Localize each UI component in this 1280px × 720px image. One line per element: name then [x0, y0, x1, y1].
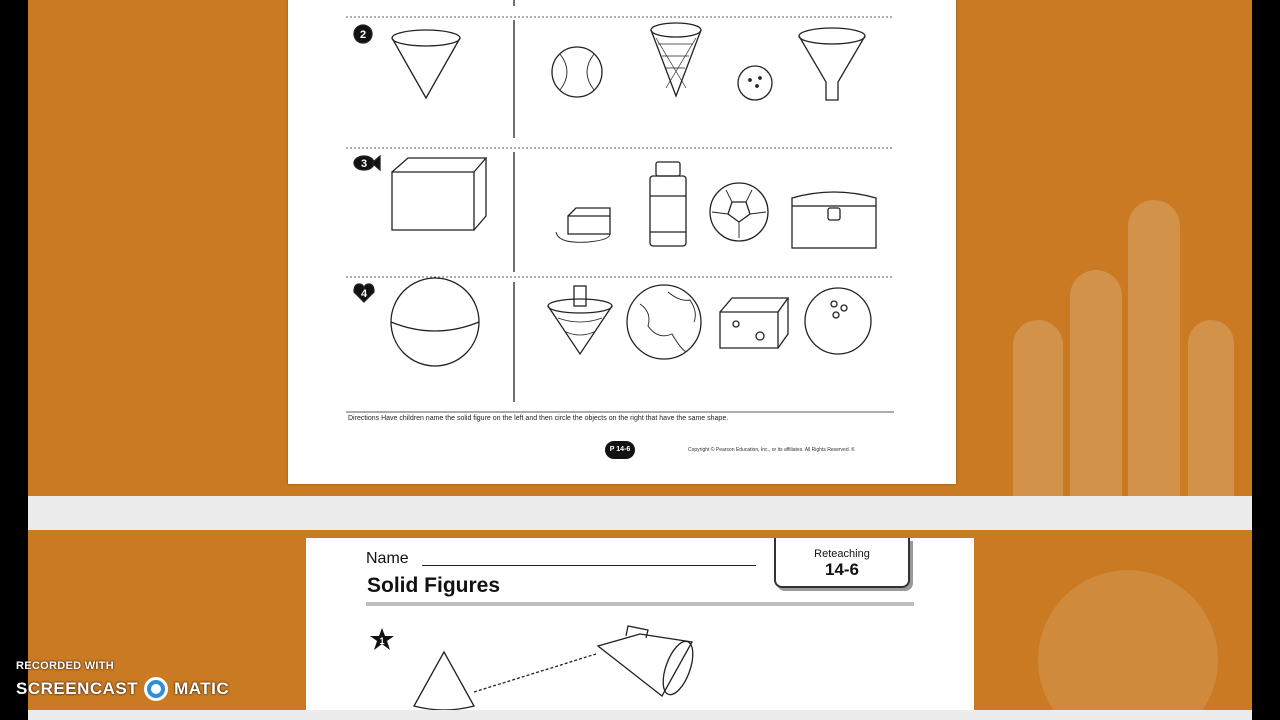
problem-number-4: 4 — [360, 288, 368, 300]
golf-ball-icon — [738, 66, 772, 100]
globe-icon — [627, 285, 701, 359]
page-title: Solid Figures — [367, 574, 501, 597]
problem-number-2: 2 — [359, 29, 367, 41]
letterbox-right — [1252, 0, 1280, 720]
worksheet-drawing — [288, 0, 956, 484]
spinning-top-icon — [548, 286, 612, 354]
butter-box-icon — [556, 208, 610, 242]
name-label: Name — [366, 550, 409, 567]
screencast-watermark — [16, 660, 229, 701]
cone-figure — [392, 30, 460, 98]
brand-right-text: MATIC — [174, 679, 230, 698]
problem-number-3: 3 — [360, 158, 368, 170]
slide-decoration — [1188, 320, 1234, 496]
recorded-with-label: RECORDED WITH — [16, 660, 115, 672]
worksheet-page-2 — [306, 538, 974, 710]
slide-1 — [28, 0, 1252, 496]
directions-text: Directions Have children name the solid figure on the left and then circle the objects on the right that have the same shape. — [348, 415, 729, 422]
screencast-logo-icon — [144, 677, 168, 701]
reteaching-label: Reteaching — [814, 548, 870, 560]
slide-decoration — [1128, 200, 1180, 496]
slide-decoration — [1013, 320, 1063, 496]
cone-figure — [414, 652, 474, 710]
sphere-figure — [391, 278, 479, 366]
bottle-icon — [650, 162, 686, 246]
ice-cream-cone-icon — [651, 23, 701, 96]
funnel-icon — [799, 28, 865, 100]
matching-line — [474, 654, 596, 692]
slide-decoration — [1070, 270, 1122, 496]
problem-number-1: 1 — [379, 636, 385, 646]
letterbox-left — [0, 0, 28, 720]
worksheet-page-1 — [288, 0, 956, 484]
brand-left-text: SCREENCAST — [16, 679, 139, 698]
chest-icon — [792, 192, 876, 248]
copyright-text: Copyright © Pearson Education, Inc., or its affiliates. All Rights Reserved. K — [688, 447, 855, 453]
baseball-icon — [552, 47, 602, 97]
cube-figure — [392, 158, 486, 230]
bowling-ball-icon — [805, 288, 871, 354]
slide-gap — [28, 710, 1252, 720]
slide-decoration — [1038, 570, 1218, 710]
worksheet-2-drawing — [306, 538, 974, 710]
page-badge: P 14-6 — [605, 441, 635, 459]
soccer-ball-icon — [710, 183, 768, 241]
screencast-brand — [16, 677, 229, 701]
slide-gap — [28, 496, 1252, 531]
cheese-icon — [720, 298, 788, 348]
megaphone-icon — [598, 626, 699, 698]
reteaching-number: 14-6 — [824, 560, 860, 579]
